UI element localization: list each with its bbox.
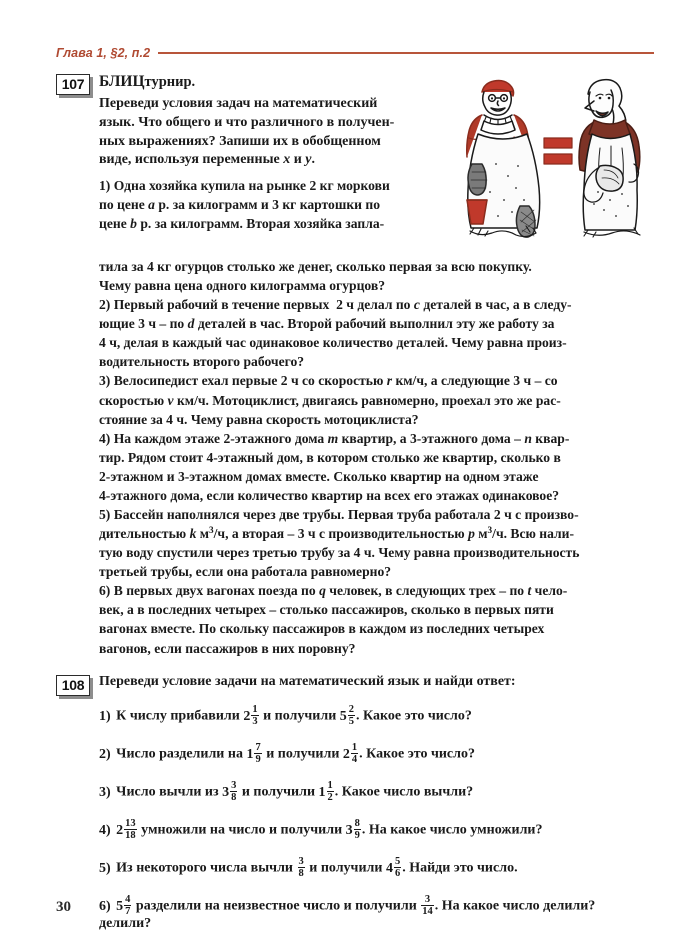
list-item: [99, 885, 654, 931]
mixed-number-1: [297, 856, 306, 880]
list-item: [99, 771, 654, 803]
subproblem-5-line: тую воду спустили через третью трубу за 4 ч. Чему равна производительность: [99, 545, 580, 561]
subproblem-4-line: 4) На каждом этаже 2-этажного дома m квартир, а 3-этажного дома – n квар-: [99, 430, 570, 446]
numerator: 1: [327, 780, 333, 792]
whole-part: 2: [243, 708, 251, 724]
subproblem-1-line: 1) Одна хозяйка купила на рынке 2 кг моркови: [99, 177, 390, 193]
fraction: [251, 704, 258, 727]
denominator: 3: [252, 716, 258, 728]
mixed-number-2: [345, 818, 362, 842]
intro-line: ных выражениях? Запиши их в обобщенном: [99, 133, 381, 149]
subproblem-2-line: 2) Первый рабочий в течение первых 2 ч делал по c деталей в час, а в следу-: [99, 297, 572, 313]
two-market-women-illustration: [448, 68, 660, 256]
denominator: 4: [351, 754, 358, 766]
item-label: 3): [99, 784, 111, 800]
numerator: 3: [424, 894, 431, 906]
mixed-number-2: [339, 704, 356, 728]
subproblem-2-line: водительность второго рабочего?: [99, 354, 305, 370]
variable-q: q: [319, 583, 326, 599]
item-text-middle: и получили: [309, 860, 383, 876]
mixed-number-1: [116, 818, 138, 842]
mixed-number-2: [318, 780, 335, 804]
variable-v: v: [167, 392, 174, 408]
numerator: 5: [394, 856, 401, 868]
fraction: [254, 742, 261, 765]
running-head: [56, 46, 654, 60]
numerator: 13: [125, 818, 136, 830]
denominator: 9: [255, 754, 261, 766]
fraction: [348, 704, 355, 727]
subproblem-6-line: вагонах вместе. По скольку пассажиров в каждом из последних четырех: [99, 621, 545, 637]
variable-c: c: [413, 297, 420, 313]
numerator: 2: [348, 704, 355, 716]
numerator: 3: [231, 780, 237, 792]
mixed-number-2: [342, 742, 359, 766]
subproblem-5-line: третьей трубы, если она работала равномерно?: [99, 564, 392, 580]
denominator: 18: [125, 830, 136, 842]
subproblem-5-line: 5) Бассейн наполнялся через две трубы. Первая труба работала 2 ч с произво-: [99, 507, 579, 523]
whole-part: 1: [318, 784, 326, 800]
subproblem-6: [99, 582, 654, 657]
numerator: 1: [351, 742, 358, 754]
item-text-before: К числу прибавили: [116, 708, 240, 724]
item-text-after: . Какое это число?: [359, 746, 475, 762]
subproblem-2-line: ющие 3 ч – по d деталей в час. Второй рабочий выполнил эту же работу за: [99, 316, 555, 332]
fraction: [327, 780, 334, 803]
denominator: 8: [231, 792, 237, 804]
fraction: [124, 818, 137, 841]
item-text-before: Число вычли из: [116, 784, 219, 800]
subproblem-1-line: тила за 4 кг огурцов столько же денег, сколько первая за всю покупку.: [99, 259, 532, 274]
list-item: [99, 847, 654, 879]
exercise-number-badge-107: [56, 74, 90, 95]
mixed-number-1: [222, 780, 238, 804]
exercise-number-107: 107: [56, 74, 90, 95]
fraction: [298, 856, 305, 879]
denominator: 7: [125, 906, 131, 918]
item-text-after: . Найди это число.: [402, 860, 518, 876]
variable-n: n: [524, 430, 532, 446]
variable-b: b: [130, 215, 137, 231]
subproblem-4: [99, 430, 654, 505]
denominator: 9: [354, 830, 360, 842]
subproblem-4-line: 2-этажном и 3-этажном домах вместе. Сколько квартир на одном этаже: [99, 468, 539, 484]
subproblem-6-line: 6) В первых двух вагонах поезда по q человек, в следующих трех – по t чело-: [99, 583, 568, 599]
item-text-middle: разделили на неизвестное число и получили: [135, 899, 417, 915]
blitz-title-caps: БЛИЦ: [99, 73, 145, 90]
subproblem-3-line: стояние за 4 ч. Чему равна скорость мотоциклиста?: [99, 411, 419, 427]
variable-d: d: [187, 316, 195, 332]
cubic-exponent: 3: [487, 525, 493, 536]
subproblem-3-line: 3) Велосипедист ехал первые 2 ч со скоростью r км/ч, а следующие 3 ч – со: [99, 373, 558, 389]
mixed-number-1: [116, 894, 132, 918]
item-text-before: Число разделили на: [116, 746, 243, 762]
subproblem-1-line: по цене a р. за килограмм и 3 кг картошки по: [99, 196, 381, 212]
list-item: [99, 695, 654, 727]
numerator: 8: [354, 818, 360, 830]
item-label: 1): [99, 708, 111, 724]
denominator: 8: [298, 868, 304, 880]
exercise-number-108: 108: [56, 675, 90, 696]
item-text-middle: и получили: [263, 708, 337, 724]
whole-part: 5: [339, 708, 347, 724]
exercise-number-badge-108: [56, 675, 90, 696]
subproblem-3: [99, 372, 654, 428]
fraction: [124, 894, 131, 917]
variable-k: k: [189, 526, 197, 542]
numerator: 4: [125, 894, 131, 906]
item-label: 4): [99, 822, 111, 838]
exercise-108-items: [99, 695, 654, 931]
item-text-after: . Какое число вычли?: [334, 784, 474, 800]
subproblem-4-line: тир. Рядом стоит 4-этажный дом, в котором столько же квартир, сколько в: [99, 449, 561, 465]
variable-x: x: [283, 152, 291, 168]
mixed-number-1: [246, 742, 262, 766]
variable-m: m: [327, 430, 339, 446]
item-label: 5): [99, 860, 111, 876]
whole-part: 1: [246, 746, 254, 762]
numerator: 7: [255, 742, 261, 754]
numerator: 3: [298, 856, 304, 868]
item-text-middle: и получили: [241, 784, 316, 800]
whole-part: 3: [345, 822, 353, 838]
header-rule: [158, 52, 654, 54]
fraction: [230, 780, 237, 803]
list-item: [99, 809, 654, 841]
denominator: 5: [348, 716, 355, 728]
exercise-108-intro: Переведи условие задачи на математический язык и найди ответ:: [99, 673, 516, 689]
mixed-number-2: [385, 856, 402, 880]
exercise-107-body: [99, 72, 654, 659]
variable-y: y: [305, 152, 312, 168]
variable-p: p: [468, 526, 475, 542]
exercise-107-intro: [99, 95, 399, 169]
intro-line: виде, используя переменные x и y.: [99, 152, 316, 168]
variable-t: t: [527, 583, 532, 599]
subproblem-3-line: скоростью v км/ч. Мотоциклист, двигаясь равномерно, проехал это же рас-: [99, 392, 561, 408]
intro-line: язык. Что общего и что различного в получен-: [99, 114, 395, 130]
exercise-107: [56, 72, 654, 659]
subproblem-6-line: вагонов, если пассажиров в них поровну?: [99, 640, 356, 656]
item-text-after: . Какое это число?: [356, 708, 472, 724]
subproblem-5-line: дительностью k $м^3/ч$, а вторая – 3 ч с производительностью p $м^3/ч$. Всю нали-: [99, 525, 575, 542]
item-text-middle: и получили: [266, 746, 340, 762]
blitz-title-rest: турнир.: [144, 74, 196, 90]
mixed-number-2: [420, 894, 435, 918]
denominator: 2: [327, 792, 333, 804]
item-text-after: . На какое число умножили?: [361, 822, 543, 838]
list-item: [99, 733, 654, 765]
subproblem-1-line: цене b р. за килограмм. Вторая хозяйка запла-: [99, 215, 385, 231]
whole-part: 2: [342, 746, 350, 762]
subproblem-2: [99, 296, 654, 371]
whole-part: 5: [116, 899, 124, 915]
fraction: [351, 742, 358, 765]
denominator: 6: [394, 868, 401, 880]
subproblem-5: [99, 506, 654, 581]
whole-part: 3: [222, 784, 230, 800]
item-label: 6): [99, 899, 111, 915]
whole-part: 4: [385, 860, 393, 876]
denominator: 14: [422, 906, 433, 918]
fraction: [394, 856, 401, 879]
item-text-middle: умножили на число и получили: [141, 822, 343, 838]
subproblem-6-line: век, а в последних четырех – столько пассажиров, сколько в первых пяти: [99, 602, 554, 618]
item-text-after: . На какое число делили?: [434, 899, 596, 915]
whole-part: 2: [116, 822, 124, 838]
subproblem-4-line: 4-этажного дома, если количество квартир на всех его этажах одинаковое?: [99, 487, 560, 503]
fraction: [354, 818, 361, 841]
fraction: [421, 894, 434, 917]
variable-r: r: [386, 373, 393, 389]
chapter-section-label: Глава 1, §2, п.2: [56, 46, 151, 60]
item-label: 2): [99, 746, 111, 762]
item-continuation: делили?: [99, 916, 152, 932]
numerator: 1: [252, 704, 258, 716]
subproblem-2-line: 4 ч, делая в каждый час одинаковое количество деталей. Чему равна произ-: [99, 335, 567, 351]
exercise-108: [56, 673, 654, 938]
page-number: 30: [56, 899, 71, 915]
intro-line: Переведи условия задач на математический: [99, 96, 378, 112]
variable-a: a: [148, 196, 155, 212]
exercise-108-body: [99, 673, 654, 938]
mixed-number-1: [243, 704, 259, 728]
cubic-exponent: 3: [209, 525, 214, 536]
item-text-before: Из некоторого числа вычли: [116, 860, 293, 876]
subproblem-1-line: Чему равна цена одного килограмма огурцов?: [99, 278, 386, 294]
